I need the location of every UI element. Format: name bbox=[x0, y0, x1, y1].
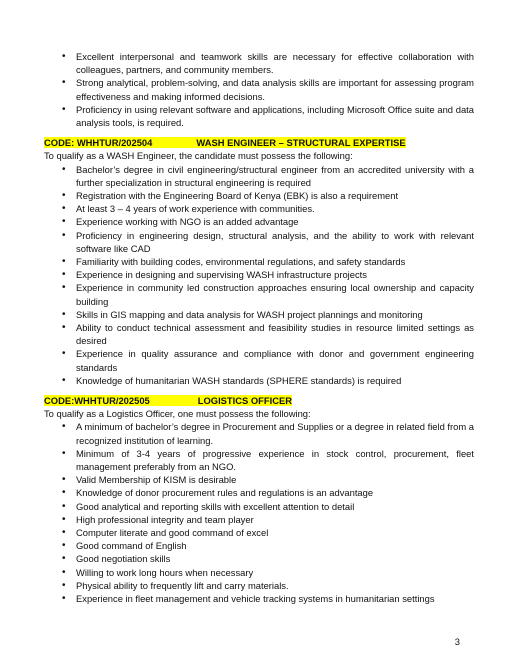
page-content bbox=[44, 50, 474, 605]
list-item: • Proficiency in using relevant software and applications, including Microsoft Office suite and data analysis tools, is required. bbox=[44, 103, 474, 129]
highlighted-heading bbox=[44, 395, 292, 406]
list-item: • Knowledge of donor procurement rules and regulations is an advantage bbox=[44, 486, 474, 499]
page-number: 3 bbox=[454, 636, 460, 647]
job-code: CODE: WHHTUR/202504 bbox=[44, 137, 153, 149]
list-item: • Experience in quality assurance and compliance with donor and government engineering standards bbox=[44, 347, 474, 373]
section-heading-wash-engineer bbox=[44, 136, 474, 149]
top-bullet-list bbox=[44, 50, 474, 129]
highlighted-heading bbox=[44, 137, 406, 148]
job-title: WASH ENGINEER – STRUCTURAL EXPERTISE bbox=[196, 137, 406, 149]
list-item: • Bachelor’s degree in civil engineering/structural engineer from an accredited university with a further specialization in structural engineering is required bbox=[44, 163, 474, 189]
list-item: • Physical ability to frequently lift and carry materials. bbox=[44, 579, 474, 592]
list-item: • Familiarity with building codes, environmental regulations, and safety standards bbox=[44, 255, 474, 268]
list-item: • Good analytical and reporting skills with excellent attention to detail bbox=[44, 500, 474, 513]
list-item: • A minimum of bachelor’s degree in Procurement and Supplies or a degree in related field from a recognized institution of learning. bbox=[44, 420, 474, 446]
list-item: • Experience in fleet management and vehicle tracking systems in humanitarian settings bbox=[44, 592, 474, 605]
list-item: • Willing to work long hours when necessary bbox=[44, 566, 474, 579]
list-item: • Minimum of 3-4 years of progressive experience in stock control, procurement, fleet management preferably from an NGO. bbox=[44, 447, 474, 473]
list-item: • Proficiency in engineering design, structural analysis, and the ability to work with relevant software like CAD bbox=[44, 229, 474, 255]
job-title: LOGISTICS OFFICER bbox=[197, 395, 293, 407]
list-item: • Good negotiation skills bbox=[44, 552, 474, 565]
section-intro: To qualify as a Logistics Officer, one must possess the following: bbox=[44, 408, 311, 420]
job-code: CODE:WHHTUR/202505 bbox=[44, 395, 150, 407]
wash-engineer-requirements-list bbox=[44, 163, 474, 387]
list-item: • Experience working with NGO is an added advantage bbox=[44, 215, 474, 228]
list-item: • Excellent interpersonal and teamwork skills are necessary for effective collaboration with colleagues, partners, and community members. bbox=[44, 50, 474, 76]
list-item: • Knowledge of humanitarian WASH standards (SPHERE standards) is required bbox=[44, 374, 474, 387]
list-item: • Skills in GIS mapping and data analysis for WASH project plannings and monitoring bbox=[44, 308, 474, 321]
list-item: • Good command of English bbox=[44, 539, 474, 552]
list-item: • Computer literate and good command of excel bbox=[44, 526, 474, 539]
section-intro: To qualify as a WASH Engineer, the candidate must possess the following: bbox=[44, 150, 353, 162]
list-item: • Strong analytical, problem-solving, and data analysis skills are important for assessing program effectiveness and making informed decisions. bbox=[44, 76, 474, 102]
list-item: • Experience in designing and supervising WASH infrastructure projects bbox=[44, 268, 474, 281]
list-item: • Valid Membership of KISM is desirable bbox=[44, 473, 474, 486]
section-heading-logistics-officer bbox=[44, 394, 474, 407]
list-item: • High professional integrity and team player bbox=[44, 513, 474, 526]
logistics-officer-requirements-list bbox=[44, 420, 474, 605]
list-item: • Ability to conduct technical assessment and feasibility studies in resource limited settings as desired bbox=[44, 321, 474, 347]
list-item: • Experience in community led construction approaches ensuring local ownership and capacity building bbox=[44, 281, 474, 307]
list-item: • Registration with the Engineering Board of Kenya (EBK) is also a requirement bbox=[44, 189, 474, 202]
list-item: • At least 3 – 4 years of work experience with communities. bbox=[44, 202, 474, 215]
